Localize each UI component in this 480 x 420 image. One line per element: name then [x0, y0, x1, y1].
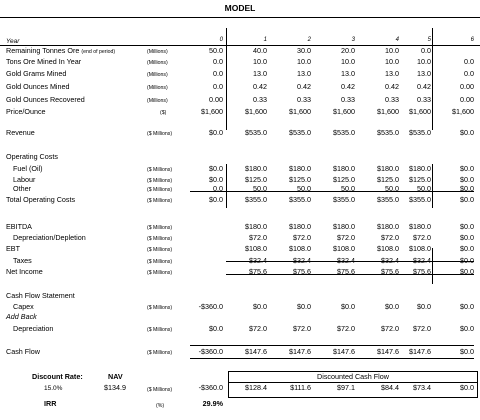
- cell: $1,600: [201, 107, 223, 116]
- total-rule: [190, 358, 474, 359]
- cell: $147.6: [245, 347, 267, 356]
- row-label: Gold Grams Mined: [6, 69, 67, 78]
- row-label: Capex: [13, 302, 34, 311]
- cell: $147.6: [377, 347, 399, 356]
- section-header: Add Back: [6, 312, 37, 321]
- row-label: Other: [13, 184, 31, 193]
- cell: $535.0: [377, 128, 399, 137]
- row-unit: ($ Millions): [147, 236, 173, 242]
- row-unit: ($ Millions): [147, 327, 173, 333]
- row-label: Labour: [13, 175, 36, 184]
- cell: $180.0: [377, 222, 399, 231]
- cell: 50.0: [297, 184, 311, 193]
- cell: $32.4: [249, 256, 267, 265]
- cell: 50.0: [417, 184, 431, 193]
- cell: 50.0: [341, 184, 355, 193]
- row-label: Depreciation/Depletion: [13, 233, 86, 242]
- section-header: Operating Costs: [6, 152, 58, 161]
- cell: 0.42: [297, 82, 311, 91]
- cell: 0.0: [213, 82, 223, 91]
- cell: $355.0: [289, 195, 311, 204]
- cell: 0.33: [297, 95, 311, 104]
- cell: $0.0: [460, 184, 474, 193]
- cell: $0.0: [417, 302, 431, 311]
- row-unit: ($ Millions): [147, 187, 173, 193]
- cell: 30.0: [297, 46, 311, 55]
- cell: $180.0: [409, 222, 431, 231]
- cell: $535.0: [333, 128, 355, 137]
- cell: 13.0: [297, 69, 311, 78]
- cell: 0.0: [421, 46, 431, 55]
- cell: 0.33: [417, 95, 431, 104]
- cell: $125.0: [409, 175, 431, 184]
- cell: 13.0: [253, 69, 267, 78]
- year-header: 0: [219, 37, 223, 43]
- cell: $0.0: [297, 302, 311, 311]
- row-unit: ($ Millions): [147, 259, 173, 265]
- cell: $0.0: [460, 195, 474, 204]
- dcf-cell: -$360.0: [198, 383, 223, 392]
- row-label: Revenue: [6, 128, 35, 137]
- cell: $0.0: [460, 256, 474, 265]
- cell: $535.0: [245, 128, 267, 137]
- cell: $32.4: [413, 256, 431, 265]
- row-unit: ($ Millions): [147, 350, 173, 356]
- cell: 10.0: [385, 57, 399, 66]
- cell: $0.0: [460, 302, 474, 311]
- year-label: Year: [6, 38, 20, 45]
- cell: $180.0: [289, 164, 311, 173]
- cell: $108.0: [333, 244, 355, 253]
- cell: $0.0: [460, 222, 474, 231]
- cell: 10.0: [341, 57, 355, 66]
- cell: 50.0: [253, 184, 267, 193]
- cell: $72.0: [249, 233, 267, 242]
- row-label: Gold Ounces Mined: [6, 82, 70, 91]
- row-unit: ($ Millions): [147, 305, 173, 311]
- cell: 10.0: [253, 57, 267, 66]
- cell: 13.0: [417, 69, 431, 78]
- cell: 0.0: [464, 69, 474, 78]
- cell: $125.0: [245, 175, 267, 184]
- cell: 0.33: [385, 95, 399, 104]
- dcf-cell: $84.4: [381, 383, 399, 392]
- cell: 0.0: [464, 57, 474, 66]
- cell: $72.0: [337, 324, 355, 333]
- cell: $32.4: [381, 256, 399, 265]
- section-header: Cash Flow Statement: [6, 291, 75, 300]
- year-header: 1: [263, 37, 267, 43]
- cell: $0.0: [460, 175, 474, 184]
- cell: $0.0: [341, 302, 355, 311]
- cell: $1,600: [333, 107, 355, 116]
- year-header: 2: [307, 37, 311, 43]
- cell: $0.0: [209, 175, 223, 184]
- cell: $180.0: [289, 222, 311, 231]
- cell: $72.0: [381, 233, 399, 242]
- cell: $1,600: [245, 107, 267, 116]
- row-unit: (Millions): [147, 98, 168, 104]
- cell: $108.0: [377, 244, 399, 253]
- row-label: Total Operating Costs: [6, 195, 76, 204]
- cell: $75.6: [249, 267, 267, 276]
- cell: 50.0: [385, 184, 399, 193]
- cell: $75.6: [381, 267, 399, 276]
- row-label: Depreciation: [13, 324, 54, 333]
- cell: $535.0: [289, 128, 311, 137]
- cell: $0.0: [385, 302, 399, 311]
- dcf-unit: ($ Millions): [147, 387, 173, 393]
- cell: $75.6: [413, 267, 431, 276]
- sheet-title: MODEL: [0, 0, 480, 18]
- cell: 0.42: [341, 82, 355, 91]
- cell: 0.33: [253, 95, 267, 104]
- cell: $108.0: [245, 244, 267, 253]
- row-label: Fuel (Oil): [13, 164, 43, 173]
- cell: $72.0: [413, 233, 431, 242]
- dcf-cell: $0.0: [460, 383, 474, 392]
- cell: 50.0: [209, 46, 223, 55]
- row-unit: (Millions): [147, 60, 168, 66]
- cell: $125.0: [289, 175, 311, 184]
- row-label: Remaining Tonnes Ore (end of period): [6, 46, 116, 55]
- cell: 0.0: [213, 69, 223, 78]
- row-label: Taxes: [13, 256, 32, 265]
- cell: $355.0: [245, 195, 267, 204]
- cell: 0.00: [209, 95, 223, 104]
- row-unit: (Millions): [147, 49, 168, 55]
- row-unit: ($ Millions): [147, 225, 173, 231]
- cell: $0.0: [209, 324, 223, 333]
- row-label: Tons Ore Mined In Year: [6, 57, 82, 66]
- cell: $355.0: [333, 195, 355, 204]
- row-unit: ($ Millions): [147, 167, 173, 173]
- irr-unit: (%): [156, 403, 165, 409]
- cell: $32.4: [337, 256, 355, 265]
- year-header: 6: [470, 37, 474, 43]
- cell: $0.0: [460, 233, 474, 242]
- dcf-cell: $111.6: [290, 383, 311, 392]
- dcf-label: Discounted Cash Flow: [317, 372, 389, 381]
- row-unit: ($ Millions): [147, 247, 173, 253]
- cell: $125.0: [333, 175, 355, 184]
- cell: $180.0: [409, 164, 431, 173]
- cell: $147.6: [333, 347, 355, 356]
- year-header: 5: [427, 37, 431, 43]
- total-rule: [190, 345, 474, 346]
- cell: 0.33: [341, 95, 355, 104]
- row-unit: ($ Millions): [147, 270, 173, 276]
- cell: $0.0: [253, 302, 267, 311]
- cell: 13.0: [385, 69, 399, 78]
- row-unit: (Millions): [147, 85, 168, 91]
- nav-value: $134.9: [104, 383, 126, 392]
- cell: $0.0: [209, 164, 223, 173]
- cell: 0.0: [213, 184, 223, 193]
- cell: -$360.0: [198, 302, 223, 311]
- row-label: Gold Ounces Recovered: [6, 95, 85, 104]
- cell: $0.0: [460, 128, 474, 137]
- cell: 0.0: [213, 57, 223, 66]
- cell: 10.0: [385, 46, 399, 55]
- cell: $180.0: [333, 222, 355, 231]
- cell: $72.0: [293, 324, 311, 333]
- year-header: 3: [351, 37, 355, 43]
- cell: $180.0: [377, 164, 399, 173]
- row-label: Price/Ounce: [6, 107, 46, 116]
- cell: $72.0: [381, 324, 399, 333]
- row-unit: ($ Millions): [147, 131, 173, 137]
- cell: $180.0: [333, 164, 355, 173]
- cell: $72.0: [413, 324, 431, 333]
- cell: -$360.0: [198, 347, 223, 356]
- discount-rate-value: 15.0%: [44, 385, 63, 392]
- cell: $32.4: [293, 256, 311, 265]
- cell: $355.0: [377, 195, 399, 204]
- discount-rate-label: Discount Rate:: [32, 372, 83, 381]
- row-unit: ($): [160, 110, 167, 116]
- dcf-cell: $73.4: [413, 383, 431, 392]
- row-label: Net Income: [6, 267, 43, 276]
- dcf-cell: $128.4: [245, 383, 267, 392]
- row-label: Cash Flow: [6, 347, 40, 356]
- cell: $125.0: [377, 175, 399, 184]
- cell: $72.0: [249, 324, 267, 333]
- cell: $1,600: [452, 107, 474, 116]
- row-label: EBITDA: [6, 222, 32, 231]
- cell: $72.0: [337, 233, 355, 242]
- nav-label: NAV: [108, 372, 123, 381]
- cell: 13.0: [341, 69, 355, 78]
- cell: $0.0: [209, 195, 223, 204]
- cell: 10.0: [297, 57, 311, 66]
- cell: $180.0: [245, 164, 267, 173]
- cell: 20.0: [341, 46, 355, 55]
- dcf-cell: $97.1: [337, 383, 355, 392]
- cell: $180.0: [245, 222, 267, 231]
- cell: 0.00: [460, 95, 474, 104]
- irr-value: 29.9%: [202, 399, 223, 408]
- cell: 0.42: [385, 82, 399, 91]
- cell: $1,600: [377, 107, 399, 116]
- cell: 0.00: [460, 82, 474, 91]
- cell: $1,600: [289, 107, 311, 116]
- cell: $75.6: [293, 267, 311, 276]
- cell: $1,600: [409, 107, 431, 116]
- row-label: EBT: [6, 244, 20, 253]
- cell: 10.0: [417, 57, 431, 66]
- cell: $147.6: [409, 347, 431, 356]
- cell: $355.0: [409, 195, 431, 204]
- cell: $0.0: [460, 164, 474, 173]
- row-unit: ($ Millions): [147, 198, 173, 204]
- row-unit: (Millions): [147, 72, 168, 78]
- cell: $535.0: [409, 128, 431, 137]
- cell: $108.0: [289, 244, 311, 253]
- cell: $0.0: [460, 324, 474, 333]
- irr-label: IRR: [44, 399, 57, 408]
- cell: $147.6: [289, 347, 311, 356]
- cell: 0.42: [417, 82, 431, 91]
- cell: 40.0: [253, 46, 267, 55]
- cell: $0.0: [460, 244, 474, 253]
- cell: 0.42: [253, 82, 267, 91]
- cell: $75.6: [337, 267, 355, 276]
- cell: $0.0: [460, 347, 474, 356]
- year-header: 4: [395, 37, 399, 43]
- cell: $72.0: [293, 233, 311, 242]
- cell: $108.0: [409, 244, 431, 253]
- cell: $0.0: [209, 128, 223, 137]
- row-unit: ($ Millions): [147, 178, 173, 184]
- cell: $0.0: [460, 267, 474, 276]
